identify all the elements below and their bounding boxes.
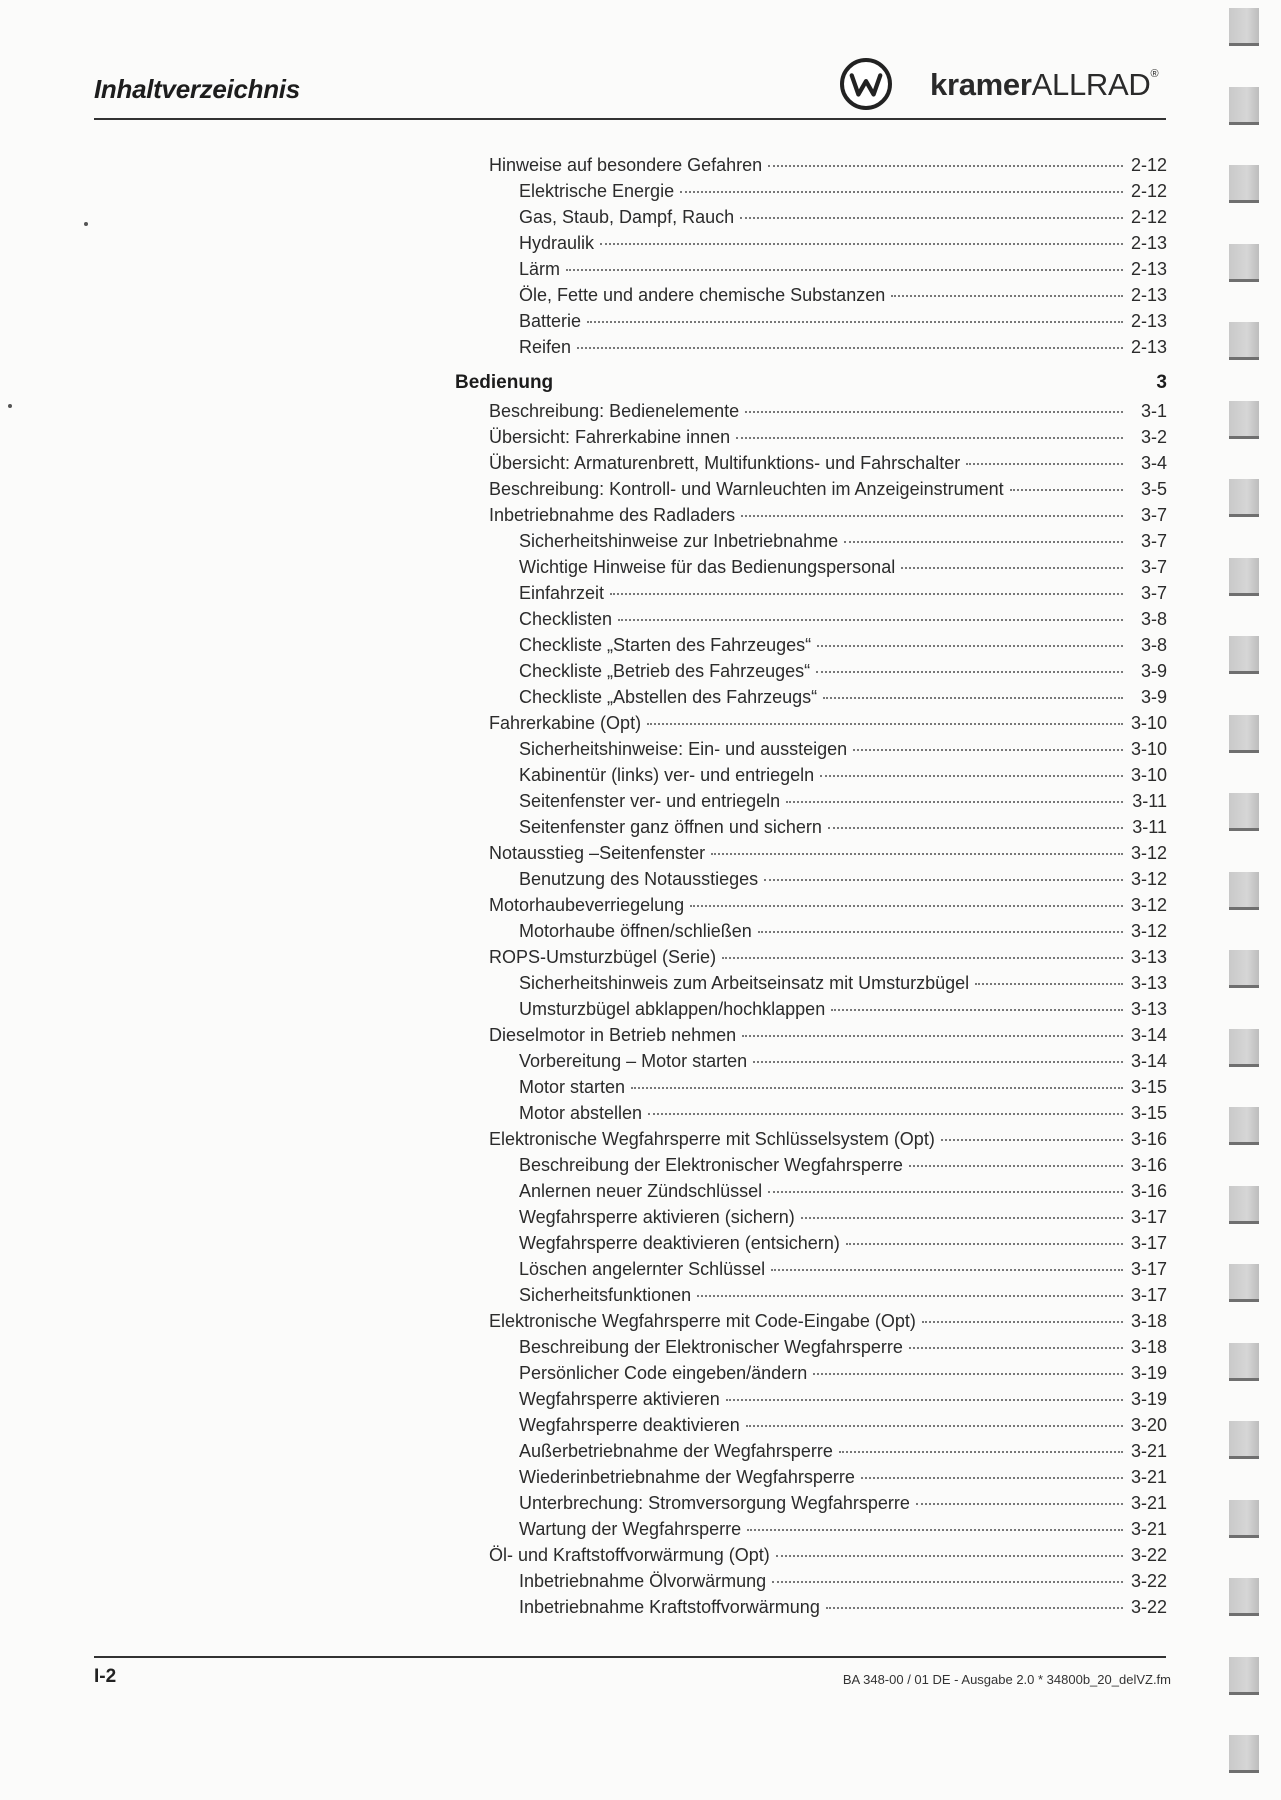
- dot-leader: [758, 930, 1123, 933]
- toc-entry-page: 3-12: [1130, 869, 1167, 889]
- dot-leader: [768, 1190, 1123, 1193]
- toc-entry-page: 3-18: [1130, 1311, 1167, 1331]
- register-tab: [1229, 1343, 1259, 1381]
- dot-leader: [648, 1112, 1123, 1115]
- toc-entry-title: Anlernen neuer Zündschlüssel: [519, 1181, 763, 1201]
- toc-entry: [455, 1282, 1167, 1308]
- dot-leader: [566, 268, 1123, 271]
- brand-name-bold: kramer: [930, 66, 1032, 102]
- toc-entry-title: Übersicht: Fahrerkabine innen: [489, 427, 731, 447]
- toc-entry: [455, 814, 1167, 840]
- toc-entry-page: 3-7: [1140, 583, 1167, 603]
- dot-leader: [817, 644, 1123, 647]
- toc-entry-page: 3-1: [1140, 401, 1167, 421]
- register-tab: [1229, 1186, 1259, 1224]
- toc-entry: [455, 1022, 1167, 1048]
- dot-leader: [816, 670, 1123, 673]
- toc-entry-page: 3-9: [1140, 661, 1167, 681]
- toc-entry-page: 3-16: [1130, 1181, 1167, 1201]
- toc-entry: [455, 1464, 1167, 1490]
- table-of-contents: [455, 152, 1167, 1620]
- dot-leader: [753, 1060, 1123, 1063]
- toc-entry-page: 3-21: [1130, 1493, 1167, 1513]
- toc-entry-title: Bedienung: [455, 372, 554, 393]
- register-tab: [1229, 479, 1259, 517]
- toc-entry: [455, 1438, 1167, 1464]
- register-tab: [1229, 1107, 1259, 1145]
- toc-entry-page: 3-20: [1130, 1415, 1167, 1435]
- dot-leader: [745, 410, 1123, 413]
- toc-entry-title: Beschreibung der Elektronischer Wegfahrsperre: [519, 1337, 903, 1357]
- toc-entry-page: 3-10: [1130, 739, 1167, 759]
- register-tab: [1229, 1657, 1259, 1695]
- dot-leader: [690, 904, 1123, 907]
- register-tab: [1229, 1500, 1259, 1538]
- dot-leader: [853, 748, 1123, 751]
- toc-entry: [455, 308, 1167, 334]
- dot-leader: [647, 722, 1123, 725]
- register-tab: [1229, 8, 1259, 46]
- dot-leader: [764, 878, 1123, 881]
- toc-entry-title: Wegfahrsperre aktivieren: [519, 1389, 720, 1409]
- toc-entry: [455, 424, 1167, 450]
- toc-entry: [455, 1308, 1167, 1334]
- toc-entry-title: Benutzung des Notausstieges: [519, 869, 759, 889]
- toc-entry-title: Checkliste „Starten des Fahrzeuges“: [519, 635, 812, 655]
- dot-leader: [828, 826, 1123, 829]
- dot-leader: [772, 1580, 1123, 1583]
- register-tab: [1229, 165, 1259, 203]
- dot-leader: [1010, 488, 1123, 491]
- toc-entry: [455, 256, 1167, 282]
- toc-entry: [455, 866, 1167, 892]
- toc-entry: [455, 450, 1167, 476]
- toc-entry-page: 2-12: [1130, 207, 1167, 227]
- toc-entry: [455, 1048, 1167, 1074]
- toc-entry-page: 3-21: [1130, 1467, 1167, 1487]
- toc-entry: [455, 736, 1167, 762]
- toc-entry: [455, 762, 1167, 788]
- toc-entry-title: Hydraulik: [519, 233, 595, 253]
- toc-entry-title: Löschen angelernter Schlüssel: [519, 1259, 766, 1279]
- dot-leader: [826, 1606, 1123, 1609]
- toc-entry-title: Wegfahrsperre aktivieren (sichern): [519, 1207, 795, 1227]
- toc-entry-page: 3-16: [1130, 1129, 1167, 1149]
- dot-leader: [839, 1450, 1123, 1453]
- dot-leader: [861, 1476, 1123, 1479]
- toc-entry-title: Öl- und Kraftstoffvorwärmung (Opt): [489, 1545, 770, 1565]
- dot-leader: [741, 514, 1123, 517]
- toc-entry-title: Elektronische Wegfahrsperre mit Code-Eingabe (Opt): [489, 1311, 916, 1331]
- toc-entry: [455, 1256, 1167, 1282]
- toc-entry-title: Außerbetriebnahme der Wegfahrsperre: [519, 1441, 833, 1461]
- toc-entry-page: 2-12: [1130, 155, 1167, 175]
- toc-entry-title: Unterbrechung: Stromversorgung Wegfahrsperre: [519, 1493, 910, 1513]
- register-tab: [1229, 1578, 1259, 1616]
- toc-entry-page: 3-10: [1130, 713, 1167, 733]
- toc-entry-page: 3-8: [1140, 609, 1167, 629]
- register-tab: [1229, 87, 1259, 125]
- toc-entry-page: 3-14: [1130, 1025, 1167, 1045]
- toc-entry-page: 3-17: [1130, 1207, 1167, 1227]
- toc-entry-title: Wichtige Hinweise für das Bedienungspersonal: [519, 557, 896, 577]
- toc-entry-title: Vorbereitung – Motor starten: [519, 1051, 748, 1071]
- scan-speck: [8, 404, 12, 408]
- register-tabs: [1229, 0, 1259, 1800]
- dot-leader: [722, 956, 1123, 959]
- toc-entry-title: Beschreibung: Kontroll- und Warnleuchten im Anzeigeinstrument: [489, 479, 1004, 499]
- toc-entry: [455, 152, 1167, 178]
- register-tab: [1229, 872, 1259, 910]
- page-number: I-2: [94, 1666, 117, 1687]
- toc-entry-page: 2-13: [1130, 311, 1167, 331]
- dot-leader: [740, 216, 1123, 219]
- toc-entry: [455, 282, 1167, 308]
- toc-entry-page: 3-17: [1130, 1259, 1167, 1279]
- registered-mark: ®: [1150, 67, 1159, 80]
- toc-entry: [455, 1100, 1167, 1126]
- toc-entry-page: 3-22: [1130, 1545, 1167, 1565]
- toc-entry: [455, 502, 1167, 528]
- toc-entry-page: 3-17: [1130, 1285, 1167, 1305]
- toc-entry: [455, 996, 1167, 1022]
- toc-entry-title: Sicherheitshinweise zur Inbetriebnahme: [519, 531, 839, 551]
- toc-entry: [455, 476, 1167, 502]
- toc-entry: [455, 970, 1167, 996]
- toc-entry: [455, 1230, 1167, 1256]
- toc-entry-page: 3-15: [1130, 1103, 1167, 1123]
- dot-leader: [697, 1294, 1123, 1297]
- toc-entry-title: Seitenfenster ver- und entriegeln: [519, 791, 781, 811]
- dot-leader: [559, 383, 1139, 384]
- toc-entry-title: Dieselmotor in Betrieb nehmen: [489, 1025, 737, 1045]
- toc-entry-page: 3-22: [1130, 1597, 1167, 1617]
- toc-entry-page: 3-8: [1140, 635, 1167, 655]
- toc-entry: [455, 1178, 1167, 1204]
- register-tab: [1229, 715, 1259, 753]
- dot-leader: [916, 1502, 1123, 1505]
- toc-entry-title: Sicherheitshinweise: Ein- und aussteigen: [519, 739, 848, 759]
- register-tab: [1229, 322, 1259, 360]
- dot-leader: [680, 190, 1123, 193]
- header-rule: [94, 118, 1166, 120]
- dot-leader: [587, 320, 1123, 323]
- toc-entry-page: 3-10: [1130, 765, 1167, 785]
- brand-name: [930, 66, 1159, 102]
- toc-entry: [455, 1594, 1167, 1620]
- toc-entry-page: 2-13: [1130, 337, 1167, 357]
- toc-entry: [455, 1568, 1167, 1594]
- toc-entry: [455, 1412, 1167, 1438]
- dot-leader: [618, 618, 1123, 621]
- toc-entry-page: 3-16: [1130, 1155, 1167, 1175]
- footer-rule: [94, 1656, 1166, 1658]
- dot-leader: [771, 1268, 1123, 1271]
- toc-entry-page: 3-13: [1130, 999, 1167, 1019]
- dot-leader: [922, 1320, 1123, 1323]
- toc-entry: [455, 528, 1167, 554]
- dot-leader: [736, 436, 1123, 439]
- toc-entry-title: Lärm: [519, 259, 561, 279]
- dot-leader: [844, 540, 1123, 543]
- toc-entry: [455, 684, 1167, 710]
- toc-entry: [455, 606, 1167, 632]
- toc-entry-title: Motorhaube öffnen/schließen: [519, 921, 752, 941]
- toc-entry: [455, 1204, 1167, 1230]
- toc-entry-title: Wiederinbetriebnahme der Wegfahrsperre: [519, 1467, 855, 1487]
- dot-leader: [891, 294, 1123, 297]
- toc-entry-page: 3-13: [1130, 973, 1167, 993]
- dot-leader: [823, 696, 1123, 699]
- toc-entry: [455, 1386, 1167, 1412]
- toc-entry-title: Fahrerkabine (Opt): [489, 713, 642, 733]
- toc-entry-title: Batterie: [519, 311, 582, 331]
- dot-leader: [909, 1164, 1123, 1167]
- toc-entry-page: 3-18: [1130, 1337, 1167, 1357]
- register-tab: [1229, 793, 1259, 831]
- toc-entry-title: Sicherheitsfunktionen: [519, 1285, 692, 1305]
- dot-leader: [742, 1034, 1123, 1037]
- toc-entry: [455, 178, 1167, 204]
- dot-leader: [820, 774, 1123, 777]
- register-tab: [1229, 950, 1259, 988]
- toc-entry-title: Wegfahrsperre deaktivieren (entsichern): [519, 1233, 840, 1253]
- toc-entry-title: Checkliste „Abstellen des Fahrzeugs“: [519, 687, 818, 707]
- toc-entry: [455, 1490, 1167, 1516]
- w-logo-icon: [840, 58, 892, 110]
- toc-entry-page: 3-22: [1130, 1571, 1167, 1591]
- toc-entry-page: 3-19: [1130, 1363, 1167, 1383]
- dot-leader: [846, 1242, 1123, 1245]
- toc-entry-title: Umsturzbügel abklappen/hochklappen: [519, 999, 826, 1019]
- dot-leader: [831, 1008, 1123, 1011]
- toc-entry-page: 3: [1156, 372, 1167, 393]
- toc-entry-page: 3-21: [1130, 1441, 1167, 1461]
- toc-entry-page: 2-12: [1130, 181, 1167, 201]
- toc-entry-page: 3-11: [1132, 817, 1167, 837]
- toc-entry-title: Motor abstellen: [519, 1103, 643, 1123]
- toc-entry-title: Elektronische Wegfahrsperre mit Schlüsselsystem (Opt): [489, 1129, 935, 1149]
- toc-entry: [455, 204, 1167, 230]
- toc-entry: [455, 334, 1167, 360]
- toc-entry: [455, 710, 1167, 736]
- toc-entry-page: 3-14: [1130, 1051, 1167, 1071]
- toc-entry-title: Notausstieg –Seitenfenster: [489, 843, 706, 863]
- toc-entry-page: 3-2: [1140, 427, 1167, 447]
- toc-entry: [455, 1334, 1167, 1360]
- toc-entry-page: 3-17: [1130, 1233, 1167, 1253]
- dot-leader: [610, 592, 1123, 595]
- brand-logo: [840, 58, 1158, 110]
- toc-entry: [455, 1074, 1167, 1100]
- register-tab: [1229, 401, 1259, 439]
- toc-entry-title: Motor starten: [519, 1077, 626, 1097]
- toc-entry-title: Kabinentür (links) ver- und entriegeln: [519, 765, 815, 785]
- toc-entry-page: 3-19: [1130, 1389, 1167, 1409]
- dot-leader: [966, 462, 1123, 465]
- toc-section-heading: [455, 370, 1167, 398]
- toc-entry-title: Seitenfenster ganz öffnen und sichern: [519, 817, 822, 837]
- toc-entry-page: 3-11: [1132, 791, 1167, 811]
- toc-entry-page: 3-4: [1140, 453, 1167, 473]
- toc-entry-title: Reifen: [519, 337, 572, 357]
- toc-entry-title: Inbetriebnahme Kraftstoffvorwärmung: [519, 1597, 820, 1617]
- toc-entry-title: Elektrische Energie: [519, 181, 675, 201]
- dot-leader: [726, 1398, 1123, 1401]
- toc-entry-page: 3-7: [1140, 531, 1167, 551]
- dot-leader: [631, 1086, 1123, 1089]
- toc-entry-page: 3-7: [1140, 505, 1167, 525]
- dot-leader: [746, 1424, 1123, 1427]
- toc-entry: [455, 398, 1167, 424]
- register-tab: [1229, 1029, 1259, 1067]
- toc-entry-title: Wartung der Wegfahrsperre: [519, 1519, 742, 1539]
- register-tab: [1229, 636, 1259, 674]
- toc-entry: [455, 632, 1167, 658]
- toc-entry: [455, 554, 1167, 580]
- toc-entry: [455, 944, 1167, 970]
- toc-entry: [455, 580, 1167, 606]
- toc-entry-page: 3-21: [1130, 1519, 1167, 1539]
- toc-entry: [455, 1152, 1167, 1178]
- toc-entry-title: Übersicht: Armaturenbrett, Multifunktions- und Fahrschalter: [489, 453, 961, 473]
- toc-entry-page: 3-13: [1130, 947, 1167, 967]
- toc-entry-title: Inbetriebnahme des Radladers: [489, 505, 736, 525]
- toc-entry-title: Gas, Staub, Dampf, Rauch: [519, 207, 735, 227]
- dot-leader: [786, 800, 1123, 803]
- toc-entry-title: Hinweise auf besondere Gefahren: [489, 155, 763, 175]
- dot-leader: [909, 1346, 1123, 1349]
- toc-entry-title: Inbetriebnahme Ölvorwärmung: [519, 1571, 767, 1591]
- toc-entry-title: Checkliste „Betrieb des Fahrzeuges“: [519, 661, 811, 681]
- dot-leader: [747, 1528, 1123, 1531]
- toc-entry-title: Öle, Fette und andere chemische Substanzen: [519, 285, 886, 305]
- dot-leader: [801, 1216, 1123, 1219]
- toc-entry-page: 3-7: [1140, 557, 1167, 577]
- register-tab: [1229, 558, 1259, 596]
- toc-entry-title: Motorhaubeverriegelung: [489, 895, 685, 915]
- dot-leader: [600, 242, 1123, 245]
- dot-leader: [813, 1372, 1123, 1375]
- toc-entry-page: 3-15: [1130, 1077, 1167, 1097]
- dot-leader: [711, 852, 1123, 855]
- toc-entry-title: Beschreibung der Elektronischer Wegfahrsperre: [519, 1155, 903, 1175]
- toc-entry-title: Sicherheitshinweis zum Arbeitseinsatz mit Umsturzbügel: [519, 973, 970, 993]
- register-tab: [1229, 1264, 1259, 1302]
- toc-entry-page: 2-13: [1130, 259, 1167, 279]
- toc-entry-page: 3-12: [1130, 895, 1167, 915]
- dot-leader: [776, 1554, 1123, 1557]
- toc-entry-page: 2-13: [1130, 233, 1167, 253]
- toc-entry-title: ROPS-Umsturzbügel (Serie): [489, 947, 717, 967]
- toc-entry: [455, 1542, 1167, 1568]
- toc-entry: [455, 840, 1167, 866]
- toc-entry-page: 3-9: [1140, 687, 1167, 707]
- toc-entry-page: 3-12: [1130, 843, 1167, 863]
- dot-leader: [901, 566, 1123, 569]
- dot-leader: [941, 1138, 1123, 1141]
- document-reference: BA 348-00 / 01 DE - Ausgabe 2.0 * 34800b_20_delVZ.fm: [842, 1672, 1171, 1687]
- toc-entry: [455, 1126, 1167, 1152]
- toc-entry-page: 3-5: [1140, 479, 1167, 499]
- dot-leader: [768, 164, 1123, 167]
- toc-entry-page: 2-13: [1130, 285, 1167, 305]
- toc-entry: [455, 892, 1167, 918]
- brand-name-light: ALLRAD: [1031, 66, 1151, 102]
- toc-entry: [455, 1360, 1167, 1386]
- toc-entry-title: Persönlicher Code eingeben/ändern: [519, 1363, 808, 1383]
- dot-leader: [577, 346, 1123, 349]
- toc-entry: [455, 1516, 1167, 1542]
- toc-entry: [455, 230, 1167, 256]
- toc-entry-title: Einfahrzeit: [519, 583, 605, 603]
- register-tab: [1229, 244, 1259, 282]
- toc-entry-page: 3-12: [1130, 921, 1167, 941]
- toc-entry: [455, 788, 1167, 814]
- toc-entry-title: Wegfahrsperre deaktivieren: [519, 1415, 740, 1435]
- dot-leader: [975, 982, 1123, 985]
- register-tab: [1229, 1735, 1259, 1773]
- toc-entry-title: Checklisten: [519, 609, 613, 629]
- page-title: Inhaltverzeichnis: [94, 74, 300, 104]
- scan-speck: [84, 222, 88, 226]
- toc-entry: [455, 658, 1167, 684]
- toc-entry: [455, 918, 1167, 944]
- register-tab: [1229, 1421, 1259, 1459]
- toc-entry-title: Beschreibung: Bedienelemente: [489, 401, 740, 421]
